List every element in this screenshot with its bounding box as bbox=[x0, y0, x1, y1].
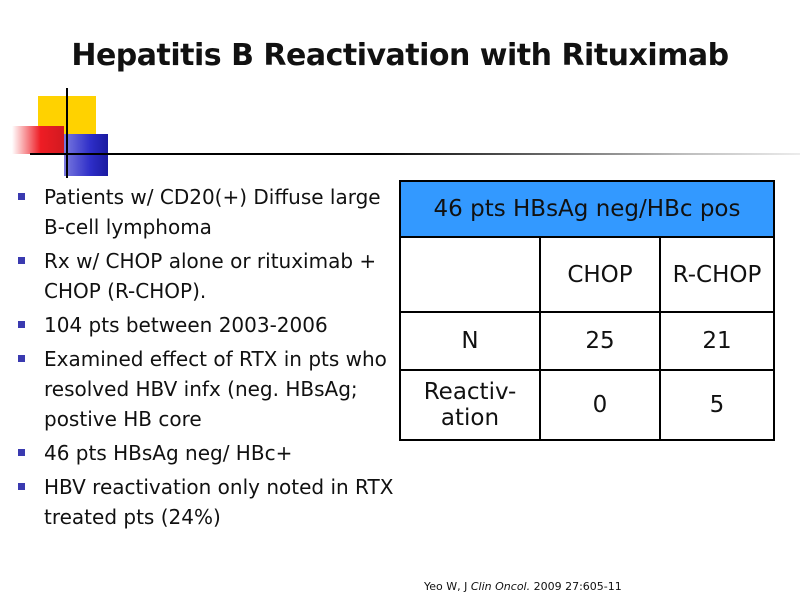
bullet-item bbox=[18, 438, 398, 468]
table-row bbox=[400, 312, 774, 370]
table-header-cell: 46 pts HBsAg neg/HBc pos bbox=[400, 181, 774, 237]
square-bullet-icon bbox=[18, 449, 25, 456]
bullet-text: 104 pts between 2003-2006 bbox=[44, 313, 328, 337]
table-cell: 0 bbox=[540, 370, 660, 440]
table-header-row bbox=[400, 181, 774, 237]
bullet-text: Patients w/ CD20(+) Diffuse large B-cell lymphoma bbox=[44, 185, 381, 239]
bullet-text: HBV reactivation only noted in RTX treated pts (24%) bbox=[44, 475, 394, 529]
decorative-red-square bbox=[12, 126, 64, 154]
table-cell: 21 bbox=[660, 312, 774, 370]
bullet-text: 46 pts HBsAg neg/ HBc+ bbox=[44, 441, 293, 465]
title-divider-line bbox=[30, 153, 800, 155]
table-column-header-row bbox=[400, 237, 774, 312]
table-column-header: R-CHOP bbox=[660, 237, 774, 312]
citation-authors: Yeo W, J bbox=[424, 580, 468, 593]
bullet-item bbox=[18, 246, 398, 306]
slide-title: Hepatitis B Reactivation with Rituximab bbox=[71, 38, 729, 73]
bullet-item bbox=[18, 344, 398, 434]
table-column-header: CHOP bbox=[540, 237, 660, 312]
table-row-label bbox=[400, 370, 540, 440]
citation-reference: 2009 27:605-11 bbox=[533, 580, 622, 593]
reactivation-label: Reactiv- ation bbox=[423, 379, 517, 431]
table-column-header bbox=[400, 237, 540, 312]
results-table bbox=[399, 180, 775, 441]
table-cell: 5 bbox=[660, 370, 774, 440]
square-bullet-icon bbox=[18, 193, 25, 200]
bullet-text: Rx w/ CHOP alone or rituximab + CHOP (R-CHOP). bbox=[44, 249, 377, 303]
bullet-list bbox=[18, 182, 398, 536]
bullet-text: Examined effect of RTX in pts who resolved HBV infx (neg. HBsAg; postive HB core bbox=[44, 347, 387, 431]
bullet-item bbox=[18, 310, 398, 340]
table-row bbox=[400, 370, 774, 440]
decorative-blue-square bbox=[64, 134, 108, 176]
table-row-label: N bbox=[400, 312, 540, 370]
bullet-item bbox=[18, 182, 398, 242]
decorative-vertical-line bbox=[66, 88, 68, 178]
square-bullet-icon bbox=[18, 321, 25, 328]
citation bbox=[424, 580, 622, 593]
table-cell: 25 bbox=[540, 312, 660, 370]
square-bullet-icon bbox=[18, 483, 25, 490]
bullet-item bbox=[18, 472, 398, 532]
square-bullet-icon bbox=[18, 257, 25, 264]
citation-journal: Clin Oncol. bbox=[470, 580, 531, 593]
square-bullet-icon bbox=[18, 355, 25, 362]
